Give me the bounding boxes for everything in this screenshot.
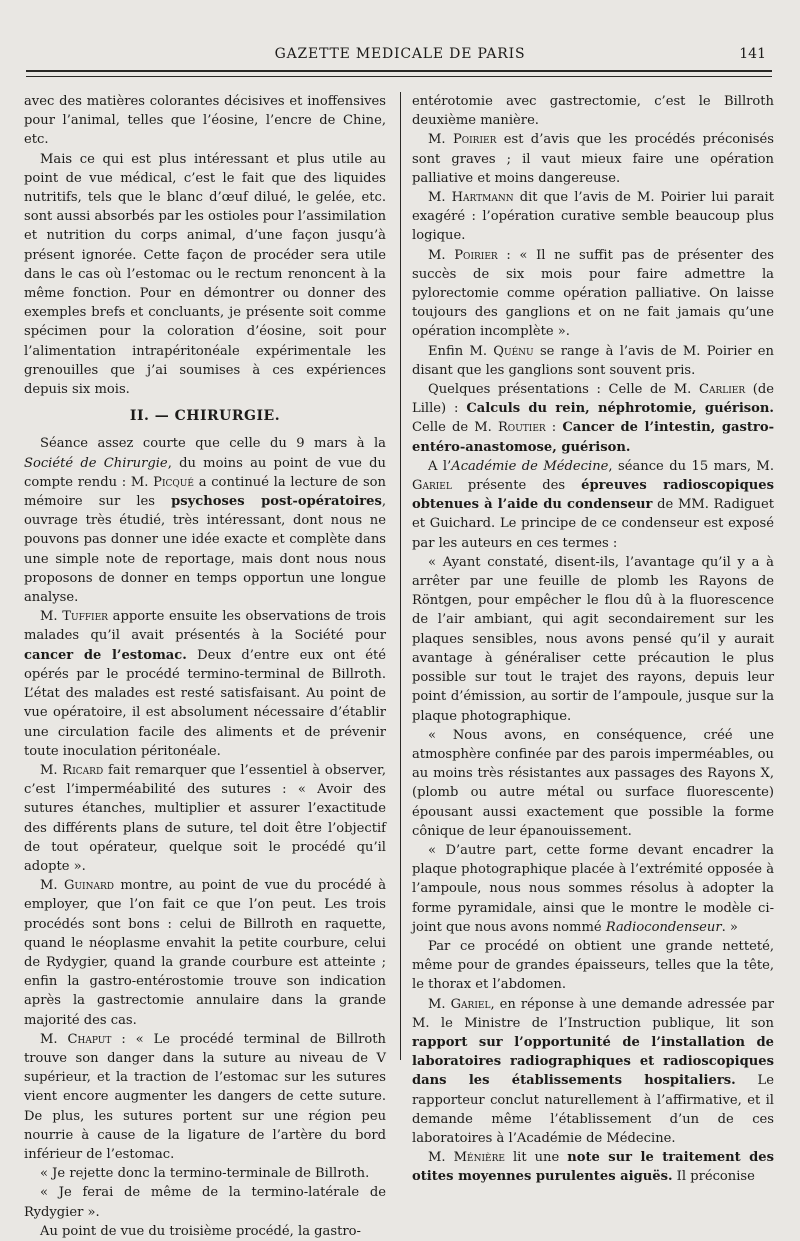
bold-topic: Calculs du rein, néphrotomie, guérison. — [466, 401, 774, 417]
author-name: Gariel — [412, 478, 452, 494]
author-name: Ménière — [453, 1150, 505, 1166]
paragraph: entérotomie avec gastrectomie, c’est le Billroth deuxième manière. — [412, 94, 774, 129]
paragraph: « Je ferai de même de la termino-latérale de Rydygier ». — [24, 1185, 386, 1220]
paragraph: M. Guinard montre, au point de vue du procédé à employer, que l’on fait ce que l’on peut. Les trois procédés sont bons : celui de Billroth en raquette, quand le néoplasme envahit la petite courbure, celui de Rydygier, quand la grande courbure est atteinte ; enfin la gastro-entérostomie trouve son indication après la gastrectomie annulaire dans la grande majorité des cas. — [24, 878, 386, 1028]
author-name: Gariel — [450, 996, 491, 1012]
author-name: Poirier — [452, 132, 497, 148]
paragraph: M. Tuffier apporte ensuite les observations de trois malades qu’il avait présentés à la Société pour cancer de l’estomac. Deux d’entre eux ont été opérés par le procédé termino-terminal de Billroth. L’état des malades est resté satisfaisant. Au point de vue opératoire, il est absolument nécessaire d’établir une circulation facile des aliments et de prévenir toute inoculation péritonéale. — [24, 609, 387, 759]
paragraph: Séance assez courte que celle du 9 mars à la Société de Chirurgie, du moins au point de vue du compte rendu : M. Picqué a continué la lecture de son mémoire sur les psychoses post-opératoires, ouvrage très étudié, très intéressant, dont nous ne pouvons pas donner une idée exacte et complète dans une simple note de reportage, mais dont nous nous proposons de donner en temps opportun une longue analyse. — [24, 436, 386, 606]
paragraph: « Ayant constaté, disent-ils, l’avantage qu’il y a à arrêter par une feuille de plomb les Rayons de Röntgen, pour empêcher le flou dû à la fluorescence de l’air ambiant, qui agit secondairement sur les plaques sensibles, nous avons pensé qu’il y aurait avantage à généraliser cette précaution le plus possible sur tout le trajet des rayons, depuis leur point d’émission, au sortir de l’ampoule, jusque sur la plaque photographique. — [412, 554, 774, 724]
paragraph: « Je rejette donc la termino-terminale de Billroth. — [40, 1166, 370, 1182]
paragraph: A l’Académie de Médecine, séance du 15 mars, M. Gariel présente des épreuves radioscopiques obtenues à l’aide du condenseur de MM. Radiguet et Guichard. Le principe de ce condenseur est exposé par les auteurs en ces termes : — [412, 458, 775, 551]
page-number: 141 — [739, 46, 766, 62]
paragraph: M. Gariel, en réponse à une demande adressée par M. le Ministre de l’Instruction publique, lit son rapport sur l’opportunité de l’installation de laboratoires radiographiques et radioscopiques dans les établissements hospitaliers. Le rapporteur conclut naturellement à l’affirmative, et il demande même l’établissement d’un de ces laboratoires à l’Académie de Médecine. — [412, 996, 774, 1146]
header-rule — [26, 70, 772, 72]
column-divider — [400, 92, 401, 1060]
author-name: Hartmann — [451, 190, 514, 206]
paragraph: M. Hartmann dit que l’avis de M. Poirier lui parait exagéré : l’opération curative semble beaucoup plus logique. — [412, 190, 775, 244]
society-name: Société de Chirurgie — [24, 455, 168, 471]
bold-topic: psychoses post-opératoires — [171, 494, 382, 510]
bold-topic: note sur le traitement des otites moyennes purulentes aiguës. — [412, 1150, 775, 1185]
paragraph: Au point de vue du troisième procédé, la gastro- — [40, 1223, 361, 1239]
paragraph: M. Chaput : « Le procédé terminal de Billroth trouve son danger dans la suture au niveau de V supérieur, et la traction de l’estomac sur les sutures vient encore augmenter les dangers de cette suture. De plus, les sutures portent sur une région peu nourrie à cause de la ligature de l’artère du bord inférieur de l’estomac. — [24, 1031, 386, 1162]
paragraph: Enfin M. Quénu se range à l’avis de M. Poirier en disant que les ganglions sont souvent pris. — [412, 343, 774, 378]
bold-topic: Cancer de l’intestin, gastro-entéro-anastomose, guérison. — [412, 420, 775, 455]
paragraph: M. Poirier est d’avis que les procédés préconisés sont graves ; il vaut mieux faire une opération palliative et moins dangereuse. — [412, 132, 774, 186]
author-name: Quénu — [493, 343, 534, 359]
paragraph: M. Ricard fait remarquer que l’essentiel à observer, c’est l’imperméabilité des sutures : « Avoir des sutures étanches, multiplier et assurer l’exactitude des différents plans de suture, tel doit être l’objectif de tout opérateur, quelque soit le procédé qu’il adopte ». — [24, 762, 386, 874]
paragraph: Mais ce qui est plus intéressant et plus utile au point de vue médical, c’est le fait que des liquides nutritifs, tels que le blanc d’œuf dilué, le gelée, etc. sont aussi absorbés par les ostioles pour l’assimilation et nutrition du corps animal, d’une façon jusqu’à présent ignorée. Cette façon de procéder sera utile dans le cas où l’estomac ou le rectum renoncent à la même fonction. Pour en démontrer ou donner des exemples brefs et concluants, je présente soit comme spécimen pour la coloration d’éosine, soit pour l’alimentation intrapéritonéale expérimentale les grenouilles que j’ai soumises à ces expériences depuis six mois. — [24, 151, 386, 398]
paragraph: Quelques présentations : Celle de M. Carlier (de Lille) : Calculs du rein, néphrotomie, guérison. Celle de M. Routier : Cancer de l’intestin, gastro-entéro-anastomose, guérison. — [412, 382, 775, 455]
device-name: Radiocondenseur — [605, 919, 722, 935]
paragraph: « Nous avons, en conséquence, créé une atmosphère confinée par des parois imperméables, ou au moins très résistantes aux passages des Rayons X, (plomb ou autre métal ou surface fluorescente) épousant aussi exactement que possible la forme cônique de leur épanouissement. — [412, 727, 774, 839]
author-name: Routier — [497, 420, 546, 436]
paragraph: M. Poirier : « Il ne suffit pas de présenter des succès de six mois pour faire admettre la pylorectomie comme opération palliative. On laisse toujours des ganglions et on ne fait jamais qu’une opération incomplète ». — [412, 247, 775, 340]
author-name: Ricard — [62, 762, 104, 778]
bold-topic: cancer de l’estomac. — [24, 647, 187, 663]
header-rule-thin — [26, 76, 772, 77]
author-name: Guinard — [64, 878, 114, 894]
author-name: Picqué — [153, 474, 194, 490]
author-name: Tuffier — [62, 609, 108, 625]
author-name: Poirier — [454, 247, 498, 263]
right-column — [412, 92, 774, 1187]
paragraph: « D’autre part, cette forme devant encadrer la plaque photographique placée à l’extrémité opposée à l’ampoule, nous nous sommes résolus à adopter la forme pyramidale, ainsi que le montre le modèle ci-joint que nous avons nommé Radiocondenseur. » — [412, 842, 774, 935]
running-header — [24, 42, 776, 66]
section-heading: II. — CHIRURGIE. — [129, 408, 281, 425]
author-name: Chaput — [67, 1031, 112, 1047]
institution-name: Académie de Médecine — [451, 458, 609, 474]
bold-topic: rapport sur l’opportunité de l’installation de laboratoires radiographiques et radioscopiques dans les établissements hospitaliers. — [412, 1034, 774, 1089]
bold-topic: épreuves radioscopiques obtenues à l’aide du condenseur — [412, 478, 775, 513]
author-name: Carlier — [698, 382, 746, 398]
paragraph: Par ce procédé on obtient une grande netteté, même pour de grandes épaisseurs, telles que la tête, le thorax et l’abdomen. — [412, 938, 774, 993]
journal-title: GAZETTE MEDICALE DE PARIS — [274, 46, 526, 62]
paragraph: M. Ménière lit une note sur le traitement des otites moyennes purulentes aiguës. Il préconise — [412, 1150, 775, 1185]
left-column — [24, 92, 386, 1241]
paragraph: avec des matières colorantes décisives et inoffensives pour l’animal, telles que l’éosine, l’encre de Chine, etc. — [24, 94, 386, 148]
